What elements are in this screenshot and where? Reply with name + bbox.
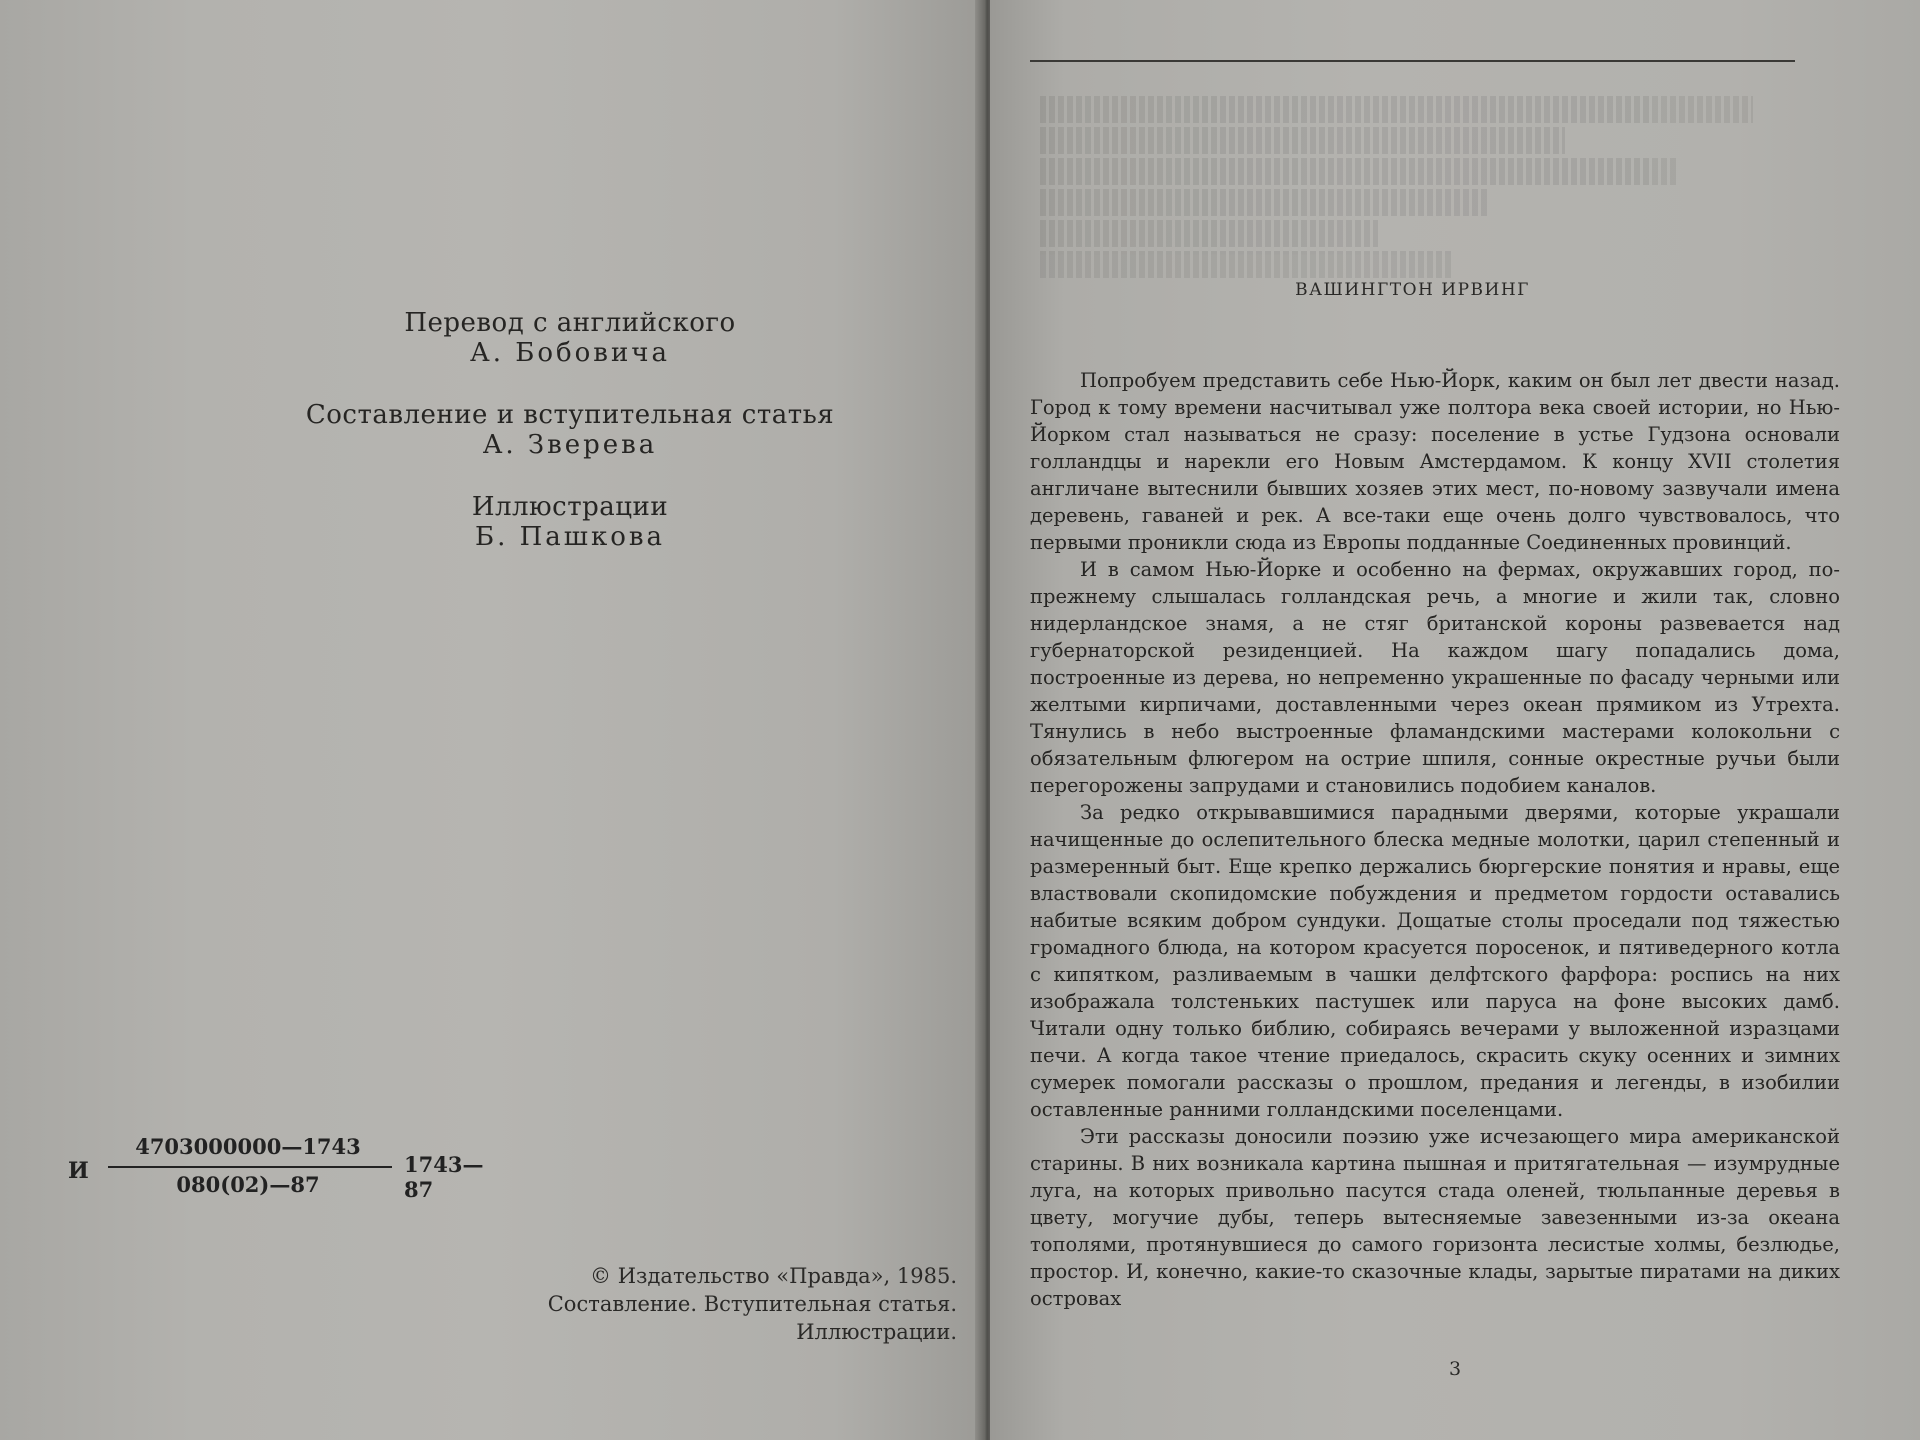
credit-name: А. Зверева (482, 430, 658, 460)
code-numerator: 4703000000—1743 (135, 1134, 361, 1159)
credit-translation (280, 308, 860, 368)
credit-role: Составление и вступительная статья (305, 400, 835, 430)
paragraph: Попробуем представить себе Нью-Йорк, каким он был лет двести назад. Город к тому времени насчитывал уже полтора века своей истории, но Нью-Йорком стал называться не сразу: поселение в устье Гудзона основали голландцы и нарекли его Новым Амстердамом. К концу XVII столетия англичане вытеснили бывших хозяев этих мест, по-новому зазвучали имена деревень, гаваней и рек. А все-таки еще очень долго чувствовалось, что первыми проникли сюда из Европы подданные Соединенных провинций. (1030, 369, 1840, 554)
copyright-line: Иллюстрации. (796, 1320, 957, 1344)
copyright-line: Составление. Вступительная статья. (547, 1292, 957, 1316)
header-rule (1030, 60, 1795, 62)
paragraph: И в самом Нью-Йорке и особенно на фермах, окружавших город, по-прежнему слышалась голландская речь, а многие и жили так, словно нидерландское знамя, а не стяг британской короны развевается над губернаторской резиденцией. На каждом шагу попадались дома, построенные из дерева, но непременно украшенные по фасаду черными или желтыми кирпичами, доставленными через океан прямиком из Утрехта. Тянулись в небо выстроенные фламандскими мастерами колокольни с обязательным флюгером на острие шпиля, сонные окрестные ручьи были перегорожены запрудами и становились подобием каналов. (1030, 558, 1840, 797)
credit-name: А. Бобовича (470, 338, 670, 368)
code-denominator: 080(02)—87 (176, 1172, 320, 1197)
credit-compilation (280, 400, 860, 460)
paragraph: За редко открывавшимися парадными дверями, которые украшали начищенные до ослепительного блеска медные молотки, царил степенный и размеренный быт. Еще крепко держались бюргерские понятия и нравы, еще властвовали скопидомские побуждения и предметом гордости оставались набитые всяким добром сундуки. Дощатые столы проседали под тяжестью громадного блюда, на котором красуется поросенок, и пятиведерного котла с кипятком, разливаемым в чашки делфтского фарфора: роспись на них изображала толстеньких пастушек или паруса на фоне высоких дамб. Читали одну только библию, собираясь вечерами у выложенной изразцами печи. А когда такое чтение приедалось, скрасить скуку осенних и зимних сумерек помогали рассказы о прошлом, предания и легенды, в изобилии оставленные ранними голландскими поселенцами. (1030, 801, 1840, 1121)
code-letter: И (68, 1158, 89, 1184)
body-text (1030, 367, 1840, 1312)
credit-name: Б. Пашкова (474, 522, 666, 552)
credit-illustrations (280, 492, 860, 552)
page-number: 3 (1448, 1358, 1462, 1380)
credit-role: Перевод с английского (404, 308, 736, 338)
show-through-text (1040, 96, 1790, 282)
credits (280, 308, 860, 584)
chapter-title: ВАШИНГТОН ИРВИНГ (1295, 280, 1530, 300)
credit-role: Иллюстрации (471, 492, 669, 522)
publication-code (68, 1134, 488, 1204)
copyright-line: © Издательство «Правда», 1985. (590, 1264, 957, 1288)
paragraph: Эти рассказы доносили поэзию уже исчезающего мира американской старины. В них возникала картина пышная и притягательная — изумрудные луга, на которых привольно пасутся стада оленей, тюльпанные деревья в цвету, могучие дубы, теперь вытесняемые завезенными из-за океана тополями, протянувшиеся до самого горизонта лесистые холмы, безлюдье, простор. И, конечно, какие-то сказочные клады, зарытые пиратами на диких островах (1030, 1125, 1840, 1310)
code-fraction-rule (108, 1166, 392, 1168)
code-suffix: 1743—87 (404, 1152, 484, 1202)
copyright-notice (520, 1262, 957, 1346)
